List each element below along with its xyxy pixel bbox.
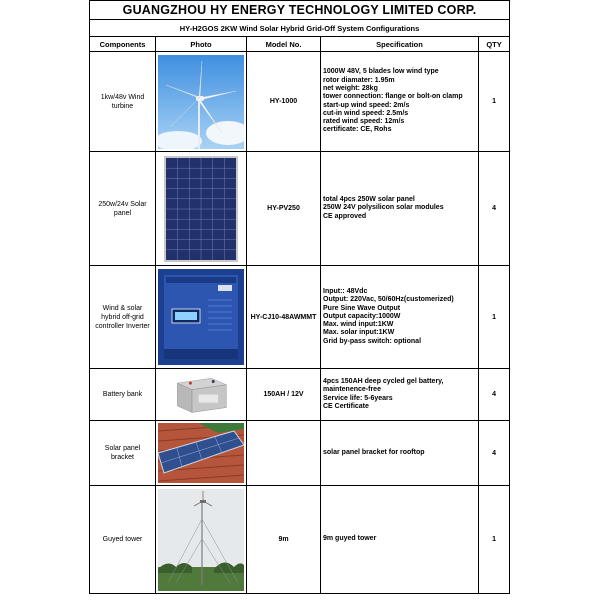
table-row: [90, 152, 510, 266]
bracket-photo: [156, 421, 247, 486]
model-cell: HY-PV250: [247, 152, 321, 266]
header-components: Components: [90, 37, 156, 52]
component-cell: Guyed tower: [90, 486, 156, 594]
spec-line: cut-in wind speed: 2.5m/s: [323, 109, 409, 117]
spec-line: 250W 24V polysilicon solar modules: [323, 204, 444, 212]
qty-cell: 1: [479, 266, 510, 369]
spec-line: rated wind speed: 12m/s: [323, 118, 405, 126]
model-cell: HY-CJ10-48AWMMT: [247, 266, 321, 369]
component-cell: 250w/24v Solar panel: [90, 152, 156, 266]
model-cell: 9m: [247, 486, 321, 594]
spec-cell: [321, 369, 479, 421]
spec-line: certificate: CE, Rohs: [323, 126, 392, 134]
header-model: Model No.: [247, 37, 321, 52]
table-row: [90, 421, 510, 486]
qty-cell: 4: [479, 369, 510, 421]
spec-line: solar panel bracket for rooftop: [323, 448, 425, 456]
spec-cell: [321, 266, 479, 369]
spec-line: Max. solar input:1KW: [323, 329, 395, 337]
wind-turbine-photo: [156, 52, 247, 152]
guyed-tower-photo: [156, 486, 247, 594]
spec-line: Output capacity:1000W: [323, 312, 401, 320]
table-row: [90, 266, 510, 369]
model-cell: 150AH / 12V: [247, 369, 321, 421]
component-cell: Battery bank: [90, 369, 156, 421]
controller-inverter-photo: [156, 266, 247, 369]
qty-cell: 4: [479, 152, 510, 266]
spec-line: Input:: 48Vdc: [323, 287, 368, 295]
spec-line: Output: 220Vac, 50/60Hz(customerized): [323, 296, 454, 304]
qty-cell: 1: [479, 486, 510, 594]
component-cell: Wind & solar hybrid off-grid controller Inverter: [90, 266, 156, 369]
bracket-image: [158, 423, 244, 483]
company-title: GUANGZHOU HY ENERGY TECHNOLOGY LIMITED CORP.: [90, 1, 510, 20]
qty-cell: 4: [479, 421, 510, 486]
table-row: [90, 52, 510, 152]
battery-image: [166, 375, 236, 414]
spec-line: rotor diamater: 1.95m: [323, 76, 395, 84]
spec-line: CE approved: [323, 212, 367, 220]
model-cell: [247, 421, 321, 486]
spec-cell: [321, 52, 479, 152]
spec-line: Max. wind input:1KW: [323, 321, 394, 329]
spec-line: total 4pcs 250W solar panel: [323, 196, 415, 204]
spec-line: 4pcs 150AH deep cycled gel battery,: [323, 377, 444, 385]
spec-line: Service life: 5-6years: [323, 394, 393, 402]
spec-line: tower connection: flange or bolt-on clamp: [323, 93, 463, 101]
qty-cell: 1: [479, 52, 510, 152]
header-qty: QTY: [479, 37, 510, 52]
table-row: [90, 486, 510, 594]
solar-panel-image: [158, 155, 244, 263]
spec-cell: [321, 421, 479, 486]
spec-line: CE Certificate: [323, 402, 369, 410]
spec-line: 1000W 48V, 5 blades low wind type: [323, 68, 439, 76]
controller-inverter-image: [158, 269, 244, 365]
wind-turbine-image: [158, 55, 244, 149]
solar-panel-photo: [156, 152, 247, 266]
component-cell: Solar panel bracket: [90, 421, 156, 486]
spec-line: Pure Sine Wave Output: [323, 304, 401, 312]
header-row: [90, 37, 510, 52]
guyed-tower-image: [158, 489, 244, 591]
spec-line: maintenence-free: [323, 386, 381, 394]
battery-photo: [156, 369, 247, 421]
header-spec: Specification: [321, 37, 479, 52]
configuration-sheet: [89, 0, 509, 594]
config-title: HY-H2GOS 2KW Wind Solar Hybrid Grid-Off System Configurations: [90, 20, 510, 37]
component-cell: 1kw/48v Wind turbine: [90, 52, 156, 152]
spec-cell: [321, 486, 479, 594]
table-row: [90, 369, 510, 421]
model-cell: HY-1000: [247, 52, 321, 152]
header-photo: Photo: [156, 37, 247, 52]
spec-line: Grid by-pass switch: optional: [323, 337, 422, 345]
spec-line: start-up wind speed: 2m/s: [323, 101, 410, 109]
spec-cell: [321, 152, 479, 266]
spec-line: 9m guyed tower: [323, 535, 377, 543]
spec-line: net weight: 28kg: [323, 84, 378, 92]
configuration-table: [89, 0, 510, 594]
